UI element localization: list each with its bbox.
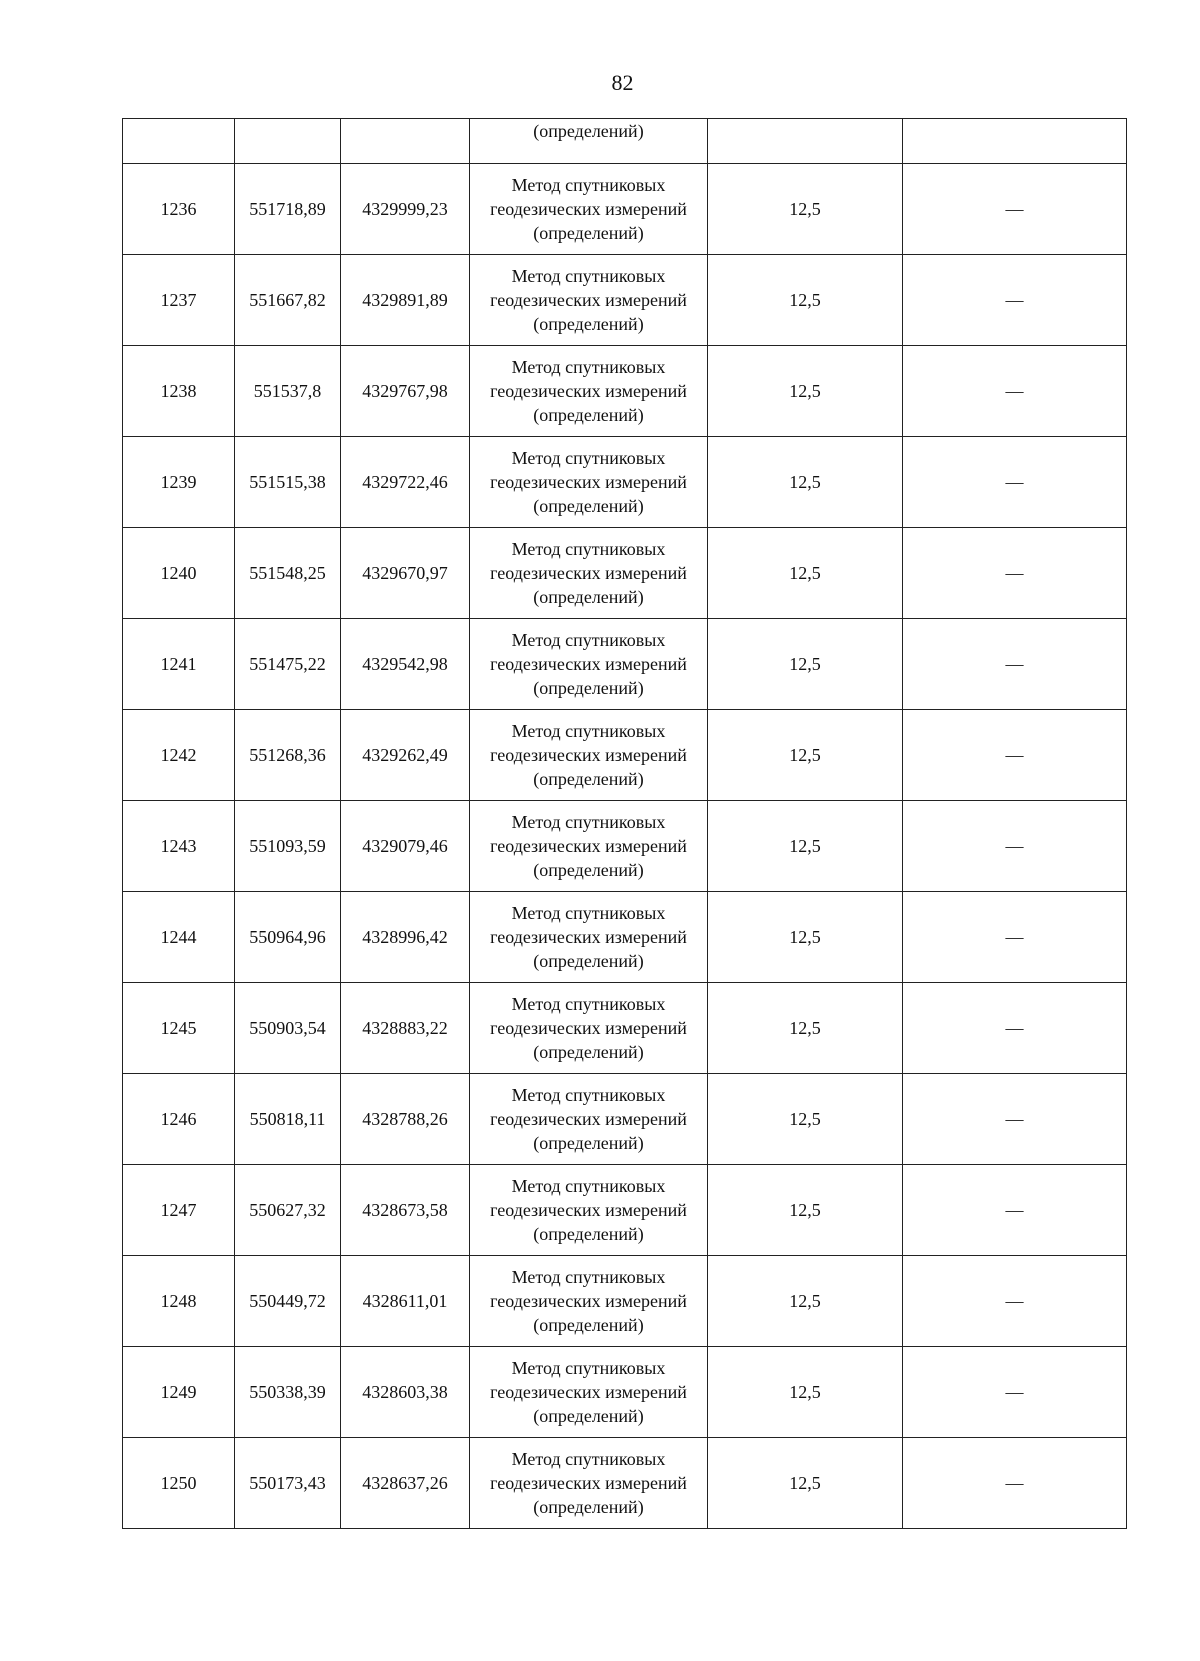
table-row [123, 346, 1127, 437]
point-number-cell: 1237 [123, 255, 235, 346]
x-coordinate-cell: 551475,22 [235, 619, 341, 710]
point-number-cell: 1241 [123, 619, 235, 710]
method-line-2: геодезических измерений [490, 1018, 687, 1038]
y-coordinate-cell: 4328883,22 [341, 983, 470, 1074]
method-line-1: Метод спутниковых [511, 1085, 666, 1105]
y-coordinate-cell: 4328637,26 [341, 1438, 470, 1529]
table-row [123, 1347, 1127, 1438]
note-cell: — [903, 528, 1127, 619]
method-line-2: геодезических измерений [490, 290, 687, 310]
note-cell: — [903, 619, 1127, 710]
continued-x-cell [235, 119, 341, 164]
method-line-1: Метод спутниковых [511, 448, 666, 468]
continued-method-cell: (определений) [470, 119, 708, 164]
method-line-2: геодезических измерений [490, 745, 687, 765]
point-number-cell: 1238 [123, 346, 235, 437]
method-line-3: (определений) [533, 1406, 644, 1426]
method-line-1: Метод спутниковых [511, 1267, 666, 1287]
accuracy-cell: 12,5 [708, 528, 903, 619]
method-line-2: геодезических измерений [490, 199, 687, 219]
table-row [123, 437, 1127, 528]
note-cell: — [903, 346, 1127, 437]
y-coordinate-cell: 4329767,98 [341, 346, 470, 437]
method-cell [470, 983, 708, 1074]
method-cell [470, 255, 708, 346]
accuracy-cell: 12,5 [708, 346, 903, 437]
table-row [123, 1165, 1127, 1256]
accuracy-cell: 12,5 [708, 1256, 903, 1347]
x-coordinate-cell: 551537,8 [235, 346, 341, 437]
method-line-1: Метод спутниковых [511, 903, 666, 923]
y-coordinate-cell: 4329722,46 [341, 437, 470, 528]
note-cell: — [903, 437, 1127, 528]
y-coordinate-cell: 4328996,42 [341, 892, 470, 983]
method-cell [470, 528, 708, 619]
method-line-3: (определений) [533, 1224, 644, 1244]
method-line-1: Метод спутниковых [511, 1176, 666, 1196]
method-line-2: геодезических измерений [490, 1473, 687, 1493]
table-row [123, 983, 1127, 1074]
method-line-1: Метод спутниковых [511, 812, 666, 832]
accuracy-cell: 12,5 [708, 619, 903, 710]
method-line-1: Метод спутниковых [511, 994, 666, 1014]
x-coordinate-cell: 550449,72 [235, 1256, 341, 1347]
y-coordinate-cell: 4328603,38 [341, 1347, 470, 1438]
note-cell: — [903, 983, 1127, 1074]
point-number-cell: 1250 [123, 1438, 235, 1529]
method-line-2: геодезических измерений [490, 472, 687, 492]
table-row [123, 1438, 1127, 1529]
method-line-1: Метод спутниковых [511, 721, 666, 741]
y-coordinate-cell: 4329542,98 [341, 619, 470, 710]
continued-note-cell [903, 119, 1127, 164]
y-coordinate-cell: 4329891,89 [341, 255, 470, 346]
accuracy-cell: 12,5 [708, 1165, 903, 1256]
x-coordinate-cell: 551268,36 [235, 710, 341, 801]
method-line-1: Метод спутниковых [511, 539, 666, 559]
point-number-cell: 1244 [123, 892, 235, 983]
x-coordinate-cell: 550964,96 [235, 892, 341, 983]
continued-row [123, 119, 1127, 164]
method-cell [470, 1256, 708, 1347]
continued-num-cell [123, 119, 235, 164]
method-line-2: геодезических измерений [490, 1200, 687, 1220]
method-line-3: (определений) [533, 223, 644, 243]
y-coordinate-cell: 4328611,01 [341, 1256, 470, 1347]
note-cell: — [903, 1074, 1127, 1165]
point-number-cell: 1240 [123, 528, 235, 619]
method-cell [470, 619, 708, 710]
accuracy-cell: 12,5 [708, 437, 903, 528]
note-cell: — [903, 1256, 1127, 1347]
method-line-3: (определений) [533, 1315, 644, 1335]
point-number-cell: 1242 [123, 710, 235, 801]
method-line-1: Метод спутниковых [511, 175, 666, 195]
y-coordinate-cell: 4328788,26 [341, 1074, 470, 1165]
note-cell: — [903, 255, 1127, 346]
method-line-2: геодезических измерений [490, 927, 687, 947]
note-cell: — [903, 1347, 1127, 1438]
accuracy-cell: 12,5 [708, 255, 903, 346]
accuracy-cell: 12,5 [708, 1347, 903, 1438]
continued-y-cell [341, 119, 470, 164]
method-line-3: (определений) [533, 951, 644, 971]
point-number-cell: 1243 [123, 801, 235, 892]
accuracy-cell: 12,5 [708, 801, 903, 892]
method-line-3: (определений) [533, 1133, 644, 1153]
point-number-cell: 1245 [123, 983, 235, 1074]
y-coordinate-cell: 4329262,49 [341, 710, 470, 801]
x-coordinate-cell: 551515,38 [235, 437, 341, 528]
table-row [123, 164, 1127, 255]
table-row [123, 1074, 1127, 1165]
accuracy-cell: 12,5 [708, 892, 903, 983]
table-row [123, 892, 1127, 983]
accuracy-cell: 12,5 [708, 1438, 903, 1529]
method-line-2: геодезических измерений [490, 1109, 687, 1129]
page-number: 82 [611, 70, 634, 95]
point-number-cell: 1248 [123, 1256, 235, 1347]
y-coordinate-cell: 4329999,23 [341, 164, 470, 255]
method-line-3: (определений) [533, 769, 644, 789]
method-cell [470, 437, 708, 528]
table-row [123, 710, 1127, 801]
x-coordinate-cell: 551667,82 [235, 255, 341, 346]
method-cell [470, 1165, 708, 1256]
table-body [123, 119, 1127, 1529]
method-cell [470, 892, 708, 983]
method-cell [470, 1074, 708, 1165]
coordinates-table [122, 118, 1127, 1529]
method-cell [470, 1347, 708, 1438]
method-line-3: (определений) [533, 587, 644, 607]
x-coordinate-cell: 550818,11 [235, 1074, 341, 1165]
point-number-cell: 1246 [123, 1074, 235, 1165]
note-cell: — [903, 164, 1127, 255]
y-coordinate-cell: 4329079,46 [341, 801, 470, 892]
method-line-1: Метод спутниковых [511, 357, 666, 377]
note-cell: — [903, 801, 1127, 892]
accuracy-cell: 12,5 [708, 1074, 903, 1165]
method-line-2: геодезических измерений [490, 836, 687, 856]
y-coordinate-cell: 4329670,97 [341, 528, 470, 619]
method-line-2: геодезических измерений [490, 1382, 687, 1402]
x-coordinate-cell: 550903,54 [235, 983, 341, 1074]
method-line-3: (определений) [533, 860, 644, 880]
table-row [123, 801, 1127, 892]
method-line-3: (определений) [533, 314, 644, 334]
x-coordinate-cell: 550627,32 [235, 1165, 341, 1256]
method-cell [470, 801, 708, 892]
accuracy-cell: 12,5 [708, 710, 903, 801]
x-coordinate-cell: 551548,25 [235, 528, 341, 619]
method-cell [470, 164, 708, 255]
method-line-2: геодезических измерений [490, 563, 687, 583]
x-coordinate-cell: 551718,89 [235, 164, 341, 255]
note-cell: — [903, 1165, 1127, 1256]
note-cell: — [903, 710, 1127, 801]
x-coordinate-cell: 550338,39 [235, 1347, 341, 1438]
method-line-2: геодезических измерений [490, 381, 687, 401]
method-line-1: Метод спутниковых [511, 1449, 666, 1469]
method-line-3: (определений) [533, 496, 644, 516]
table-row [123, 255, 1127, 346]
method-line-2: геодезических измерений [490, 654, 687, 674]
method-line-3: (определений) [533, 1497, 644, 1517]
method-line-3: (определений) [533, 678, 644, 698]
continued-accuracy-cell [708, 119, 903, 164]
method-cell [470, 710, 708, 801]
accuracy-cell: 12,5 [708, 983, 903, 1074]
point-number-cell: 1239 [123, 437, 235, 528]
table-row [123, 619, 1127, 710]
y-coordinate-cell: 4328673,58 [341, 1165, 470, 1256]
method-line-1: Метод спутниковых [511, 266, 666, 286]
method-line-3: (определений) [533, 1042, 644, 1062]
point-number-cell: 1249 [123, 1347, 235, 1438]
x-coordinate-cell: 550173,43 [235, 1438, 341, 1529]
method-line-2: геодезических измерений [490, 1291, 687, 1311]
accuracy-cell: 12,5 [708, 164, 903, 255]
point-number-cell: 1247 [123, 1165, 235, 1256]
method-cell [470, 1438, 708, 1529]
method-line-1: Метод спутниковых [511, 1358, 666, 1378]
note-cell: — [903, 892, 1127, 983]
point-number-cell: 1236 [123, 164, 235, 255]
note-cell: — [903, 1438, 1127, 1529]
x-coordinate-cell: 551093,59 [235, 801, 341, 892]
table-row [123, 528, 1127, 619]
method-cell [470, 346, 708, 437]
table-row [123, 1256, 1127, 1347]
method-line-3: (определений) [533, 405, 644, 425]
method-line-1: Метод спутниковых [511, 630, 666, 650]
